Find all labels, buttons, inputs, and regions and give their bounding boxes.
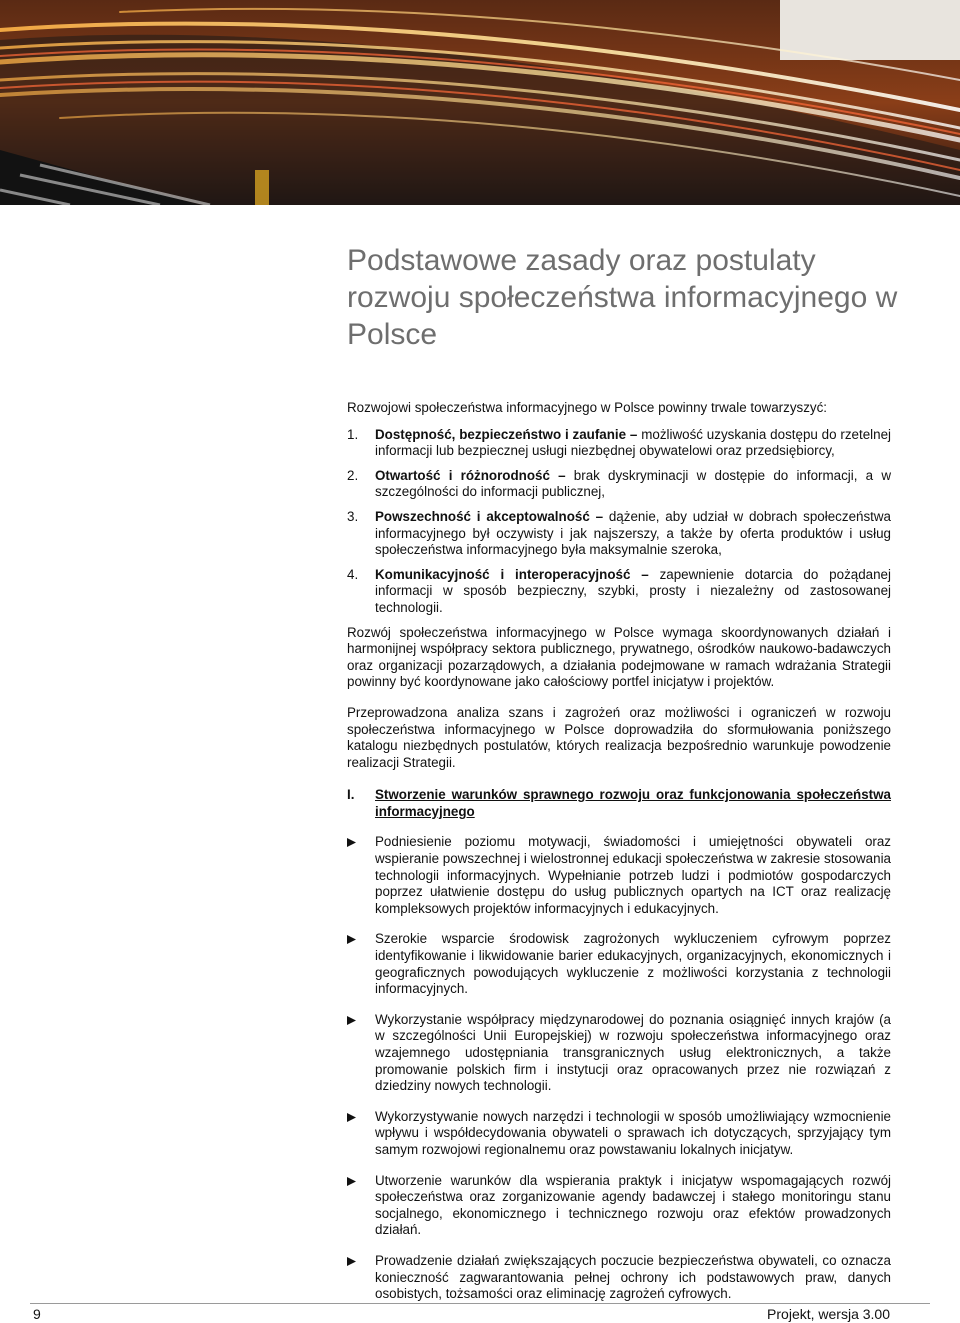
triangle-bullet-icon: [347, 1016, 356, 1025]
principle-item: [347, 509, 891, 559]
principle-dash: –: [549, 467, 574, 483]
triangle-bullet-icon: [347, 838, 356, 847]
header-banner-photo: [0, 0, 960, 205]
postulate-text: Wykorzystywanie nowych narzędzi i technologii w sposób umożliwiający wzmocnienie wpływu i współdecydowania obywateli o sprawach ich dotyczących, sprzyjający tym samym rozwojowi regionalnemu oraz powstawaniu lokalnych inicjatyw.: [375, 1108, 891, 1157]
section-number: I.: [347, 787, 355, 803]
postulate-item: [347, 931, 891, 997]
postulate-item: [347, 1012, 891, 1095]
principle-text: zapewnienie dotarcia do pożądanej informacji w sposób bezpieczny, szybki, prosty i niezależny od zastosowanej technologii.: [375, 566, 891, 615]
footer-divider: [30, 1303, 930, 1304]
principle-number: 1.: [347, 426, 359, 442]
postulate-item: [347, 834, 891, 917]
postulate-text: Szerokie wsparcie środowisk zagrożonych wykluczeniem cyfrowym poprzez identyfikowanie i likwidowanie barier edukacyjnych, organizacyjnych, ekonomicznych i geograficznych powodujących wykluczenie z możliwości korzystania z technologii informacyjnych.: [375, 931, 891, 997]
principle-term: Dostępność, bezpieczeństwo i zaufanie: [375, 426, 627, 442]
section-title: Stworzenie warunków sprawnego rozwoju oraz funkcjonowania społeczeństwa informacyjnego: [375, 787, 891, 819]
intro-text: Rozwojowi społeczeństwa informacyjnego w Polsce powinny trwale towarzyszyć:: [347, 400, 828, 415]
postulate-text: Utworzenie warunków dla wspierania praktyk i inicjatyw wspomagających rozwój społeczeństwa oraz zorganizowanie agendy badawczej i stałego monitoringu stanu socjalnego, ekonomicznego i technicznego rozwoju oraz efektów prowadzonych działań.: [375, 1172, 891, 1238]
document-title: Podstawowe zasady oraz postulaty rozwoju społeczeństwa informacyjnego w Polsce: [347, 244, 898, 351]
postulate-text: Podniesienie poziomu motywacji, świadomości i umiejętności obywateli oraz wspieranie powszechnej i wielostronnej edukacji społeczeństwa w zakresie stosowania technologii informacyjnych. Wypełnianie potrzeb ludzi i podmiotów gospodarczych poprzez ułatwienie dostępu do usług publicznych opartych na ICT oraz realizację kompleksowych projektów informacyjnych i edukacyjnych.: [375, 834, 891, 916]
postulate-item: [347, 1173, 891, 1239]
triangle-bullet-icon: [347, 935, 356, 944]
body-paragraph: Rozwój społeczeństwa informacyjnego w Polsce wymaga skoordynowanych działań i harmonijnej współpracy sektora publicznego, prywatnego, ośrodków naukowo-badawczych oraz organizacji pozarządowych, a działania podejmowane w ramach wdrażania Strategii powinny być koordynowane jako całościowy portfel inicjatyw i projektów.: [347, 624, 891, 690]
postulates-list: [347, 834, 891, 1302]
principle-item: [347, 427, 891, 460]
principle-text: brak dyskryminacji w dostępie do informacji, a w szczególności do informacji publicznej,: [375, 467, 891, 500]
postulate-text: Prowadzenie działań zwiększających poczucie bezpieczeństwa obywateli, co oznacza konieczność zagwarantowania pełnej ochrony ich podstawowych praw, danych osobistych, tożsamości oraz eliminację zagrożeń cyfrowych.: [375, 1252, 891, 1302]
triangle-bullet-icon: [347, 1257, 356, 1266]
principle-text: dążenie, aby udział w dobrach społeczeństwa informacyjnego był oczywisty i jak najszerszy, a także by oferta produktów i usług społeczeństwa informacyjnego była maksymalnie szeroka,: [375, 508, 891, 558]
principles-list: [347, 427, 891, 617]
document-version: Projekt, wersja 3.00: [767, 1306, 890, 1322]
highway-light-trails-image: [0, 0, 960, 205]
document-body: [347, 400, 891, 1317]
page-number: 9: [33, 1306, 41, 1322]
principle-text: możliwość uzyskania dostępu do rzetelnej informacji lub bezpiecznej usługi niezbędnej obywatelowi oraz przedsiębiorcy,: [375, 426, 892, 459]
body-paragraph: Przeprowadzona analiza szans i zagrożeń oraz możliwości i ograniczeń w rozwoju społeczeństwa informacyjnego w Polsce doprowadziła do sformułowania poniższego katalogu niezbędnych postulatów, których realizacja bezpośrednio warunkuje powodzenie realizacji Strategii.: [347, 704, 891, 770]
postulate-item: [347, 1253, 891, 1303]
principle-number: 3.: [347, 508, 359, 524]
postulate-text: Wykorzystanie współpracy międzynarodowej do poznania osiągnięć innych krajów (a w szczególności Unii Europejskiej) w rozwoju społeczeństwa informacyjnego oraz wzajemnego udostępniania transgranicznych usług elektronicznych, a także promowanie polskich firm i instytucji oraz opracowanych przez nie rozwiązań z dziedziny nowych technologii.: [375, 1011, 891, 1094]
principle-term: Komunikacyjność i interoperacyjność: [375, 566, 631, 582]
principle-number: 2.: [347, 467, 359, 483]
principle-term: Powszechność i akceptowalność: [375, 508, 590, 524]
principle-dash: –: [626, 426, 642, 442]
principle-number: 4.: [347, 566, 359, 582]
triangle-bullet-icon: [347, 1177, 356, 1186]
principle-dash: –: [630, 566, 660, 582]
principle-item: [347, 468, 891, 501]
principle-item: [347, 567, 891, 617]
triangle-bullet-icon: [347, 1113, 356, 1122]
section-heading: [347, 787, 891, 820]
principle-term: Otwartość i różnorodność: [375, 467, 550, 483]
principle-dash: –: [589, 508, 609, 524]
postulate-item: [347, 1109, 891, 1159]
